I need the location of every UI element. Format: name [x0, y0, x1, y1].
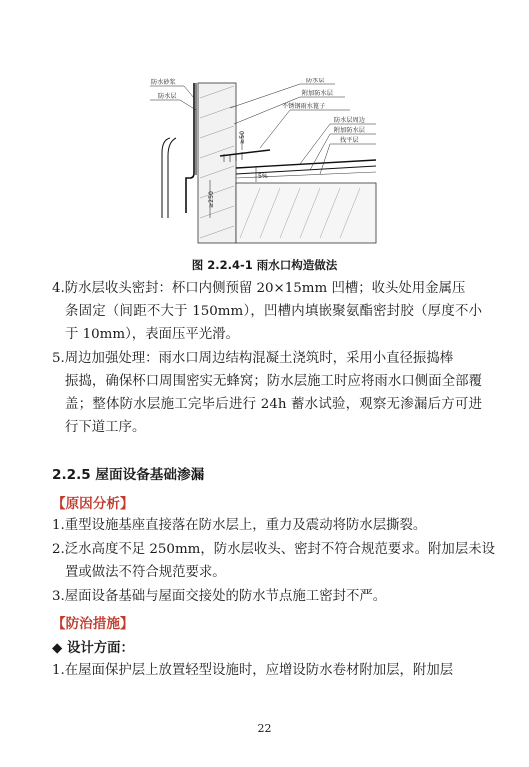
label-mortar: 防水砂浆 — [151, 79, 176, 86]
page-number: 22 — [257, 722, 272, 735]
measure-1: 1.在屋面保护层上放置轻型设施时，应增设防水卷材附加层，附加层 — [52, 663, 454, 678]
drain-detail-figure — [150, 78, 380, 248]
item-5-rest: 振捣，确保杯口周围密实无蜂窝；防水层施工时应将雨水口侧面全部覆盖；整体防水层施工完毕后进行 24h 蓄水试验，观察无渗漏后方可进行下道工序。 — [65, 374, 482, 435]
label-waterproof-left: 防水层 — [158, 93, 177, 100]
label-perimeter: 防水层周边 — [334, 117, 365, 124]
item-5-line1: 5.周边加强处理：雨水口周边结构混凝土浇筑时，采用小直径振捣棒 — [52, 351, 454, 366]
dim-slope: 5% — [258, 173, 268, 180]
label-leveling: 找平层 — [340, 137, 359, 144]
item-5 — [52, 347, 482, 439]
cause-analysis-tag: 【原因分析】 — [52, 496, 134, 512]
drain-construction-drawing — [150, 78, 380, 248]
item-4-line1: 4.防水层收头密封：杯口内侧预留 20×15mm 凹槽；收头处用金属压 — [52, 281, 466, 296]
label-extra-layer: 附加防水层 — [302, 90, 333, 97]
cause-3: 3.屋面设备基础与屋面交接处的防水节点施工密封不严。 — [52, 589, 387, 604]
dim-50: ≥50 — [239, 130, 246, 144]
label-grate: 不锈钢雨水篦子 — [282, 103, 326, 110]
item-4 — [52, 277, 482, 346]
section-heading: 2.2.5 屋面设备基础渗漏 — [52, 467, 205, 483]
item-4-rest: 条固定（间距不大于 150mm），凹槽内填嵌聚氨酯密封胶（厚度不小于 10mm），表面压平光滑。 — [65, 304, 482, 342]
figure-caption: 图 2.2.4-1 雨水口构造做法 — [191, 258, 338, 272]
cause-1: 1.重型设施基座直接落在防水层上，重力及震动将防水层撕裂。 — [52, 518, 427, 533]
cause-2: 2.泛水高度不足 250mm，防水层收头、密封不符合规范要求。附加层未设置或做法不符合规范要求。 — [52, 542, 495, 580]
label-extra-layer-2: 附加防水层 — [334, 127, 365, 134]
measures-tag: 【防治措施】 — [52, 616, 134, 632]
dim-250: ≥250 — [208, 191, 215, 208]
label-waterproof-right: 防水层 — [306, 78, 325, 84]
design-aspect-bullet: ◆ 设计方面： — [52, 641, 134, 656]
